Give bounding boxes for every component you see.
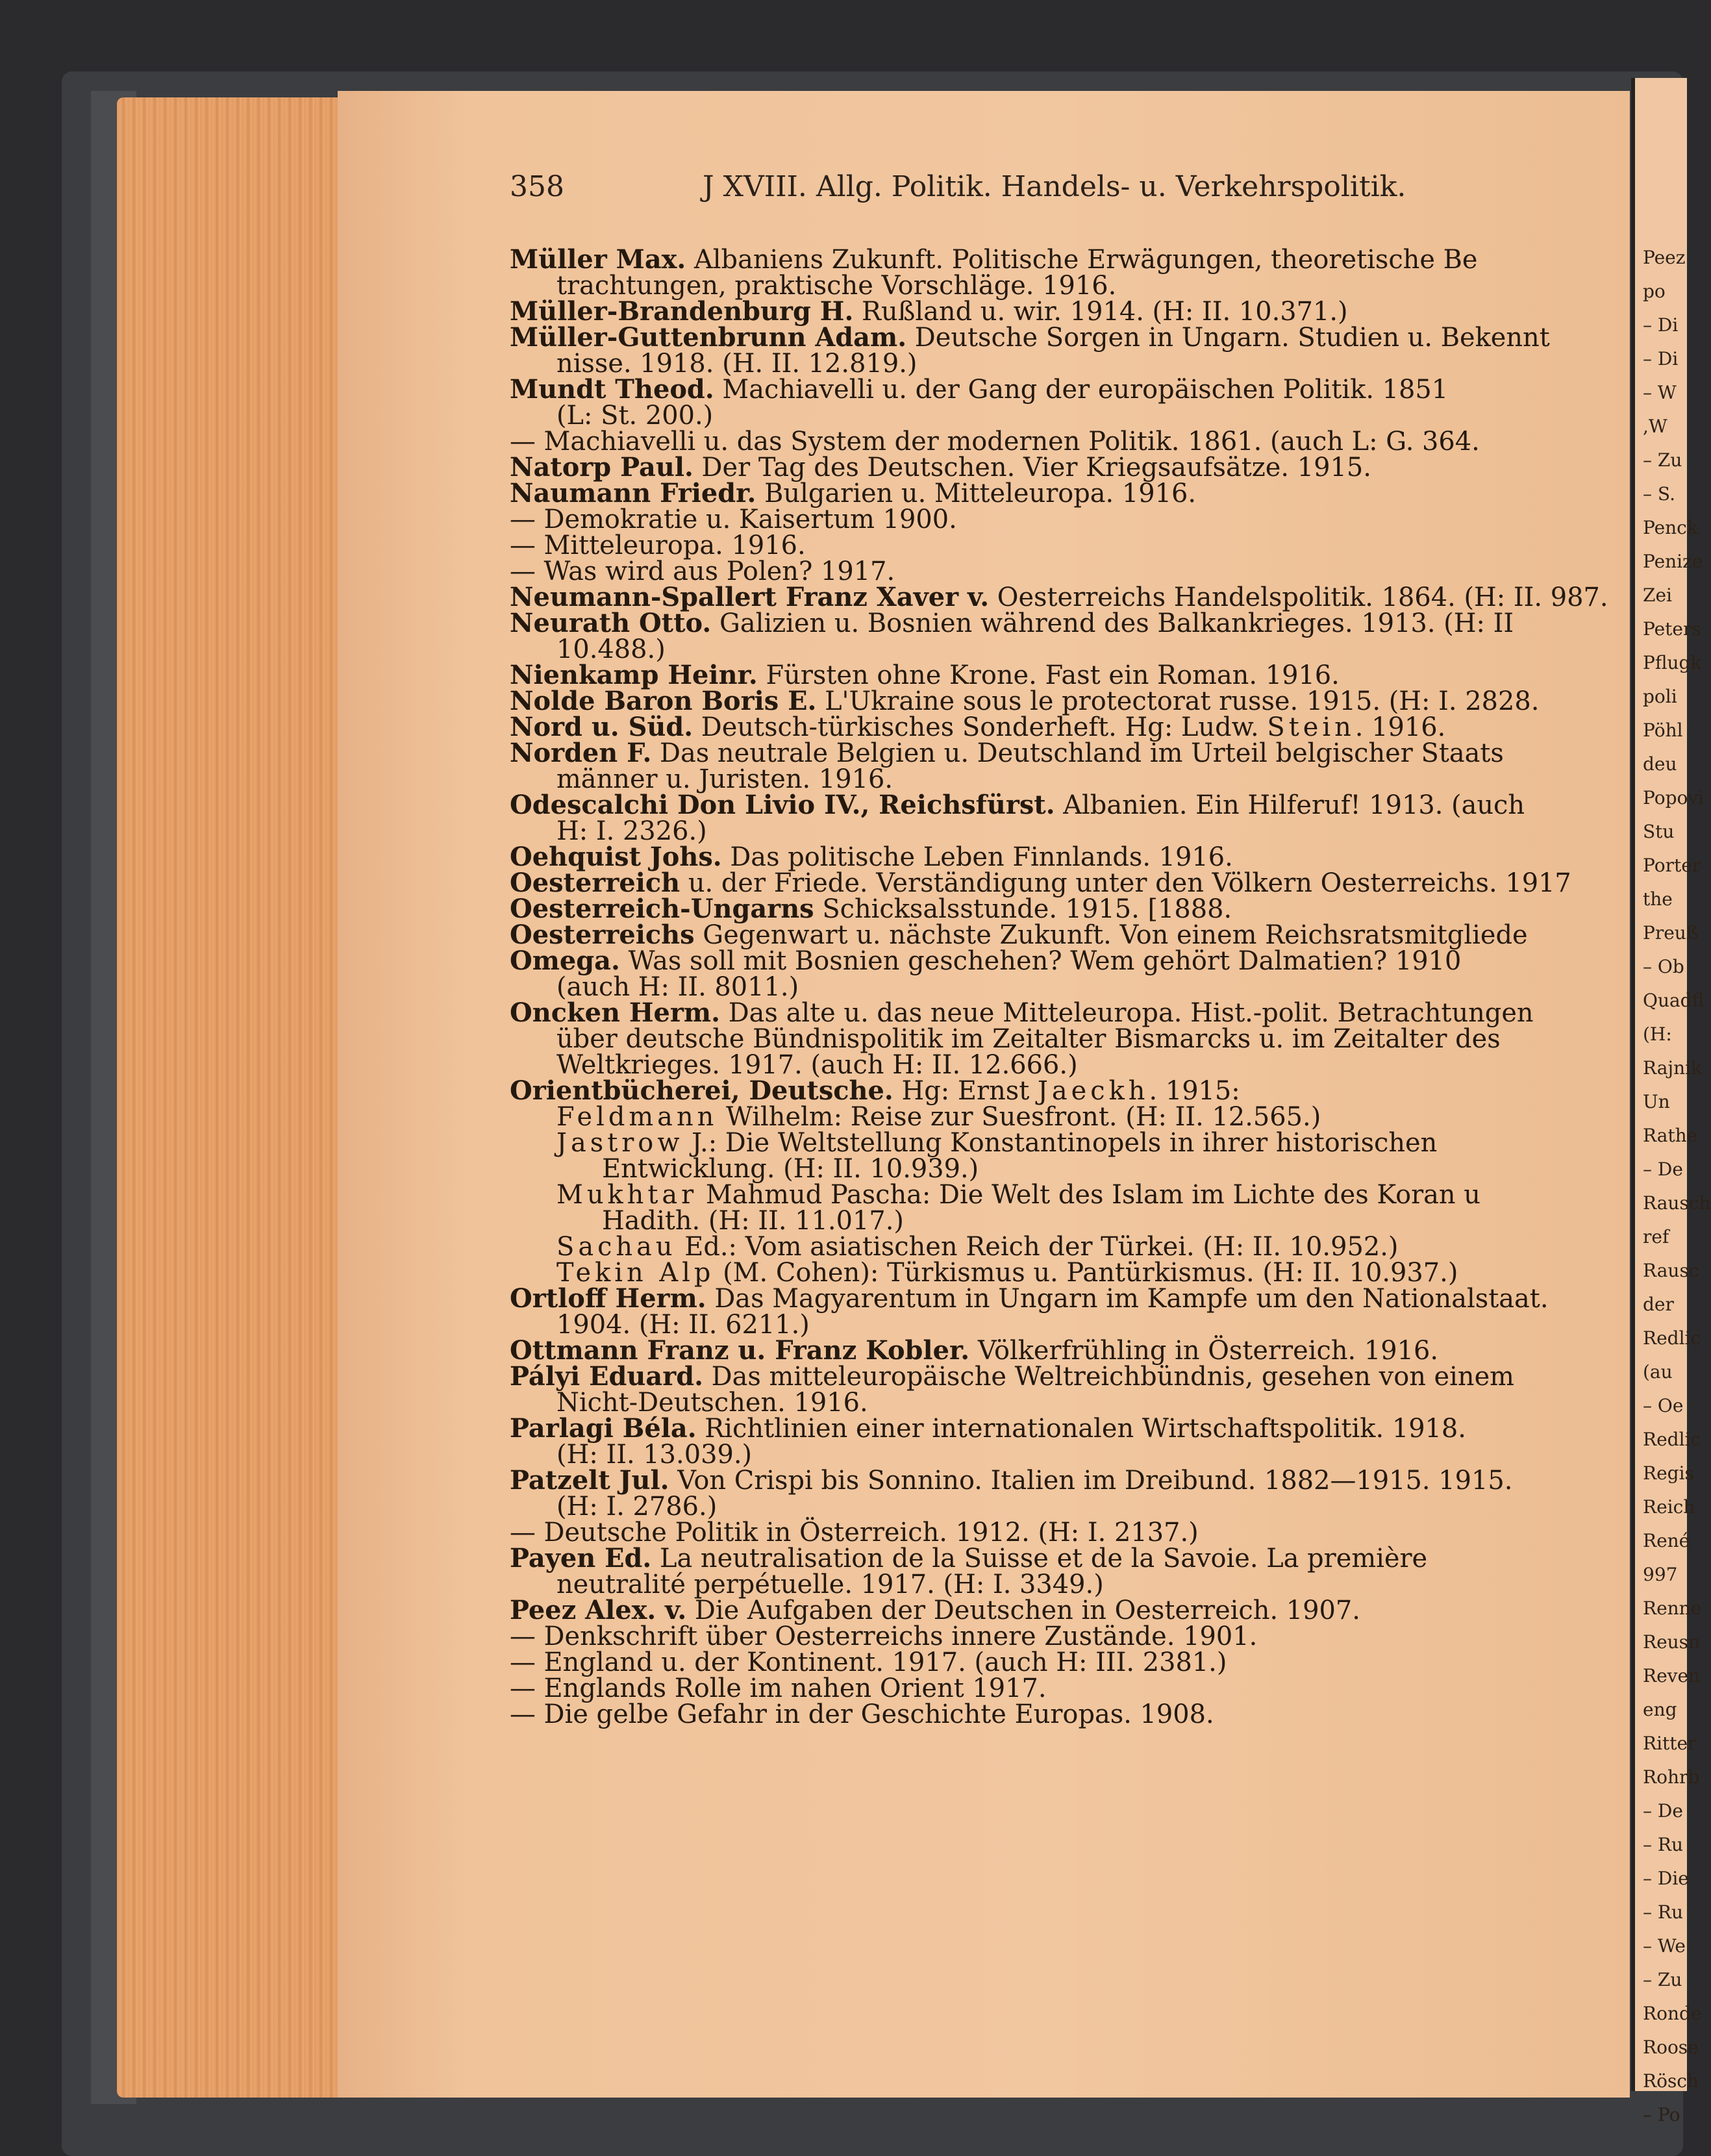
entry-text: 10.488.) [556,634,666,664]
entry-line [510,844,1627,870]
entry-author: Peez Alex. v. [510,1596,687,1625]
entry-text: — Deutsche Politik in Österreich. 1912. (H: I. 2137.) [510,1518,1199,1548]
entry-text: 1904. (H: II. 6211.) [556,1310,810,1340]
entry-author: Omega. [510,946,620,976]
next-page-fragment: Stu [1643,821,1675,842]
entry-author: Müller-Guttenbrunn Adam. [510,323,907,353]
entry-line [510,1312,1627,1338]
entry-text: Das Magyarentum in Ungarn im Kampfe um den Nationalstaat. [706,1284,1549,1314]
next-page-fragment: Popovi [1643,787,1705,808]
entry-line [510,1156,1627,1182]
entry-author: Ortloff Herm. [510,1284,706,1314]
entry-line [510,1390,1627,1416]
next-page-fragment: – Zu [1643,449,1682,471]
entry-text: Nicht-Deutschen. 1916. [556,1388,868,1418]
entry-text: Das neutrale Belgien u. Deutschland im Urteil belgischer Staats [651,738,1504,768]
entry-text: . 1916. [1355,712,1446,742]
entry-text: Bulgarien u. Mitteleuropa. 1916. [756,479,1197,508]
entry-line [510,403,1627,429]
next-page-fragment: ,W [1643,416,1667,437]
entry-text: u. der Friede. Verständigung unter den Völkern Oesterreichs. 1917 [680,868,1571,898]
next-page-fragment: – Ru [1643,1901,1684,1923]
entry-line [510,662,1627,688]
entry-line [510,1130,1627,1156]
entry-text: Die Aufgaben der Deutschen in Oesterreich. 1907. [686,1596,1360,1625]
entry-line [510,636,1627,662]
next-page-fragment: Porter [1643,855,1701,876]
entry-text: H: I. 2326.) [556,816,707,846]
next-page-fragment: Rausc [1643,1260,1699,1281]
entry-line [510,1649,1627,1675]
next-page-fragment: (H: [1643,1023,1672,1045]
next-page-fragment: Peez [1643,247,1686,268]
next-page-fragment: Reusn [1643,1631,1701,1653]
next-page-fragment: Rathe [1643,1125,1698,1146]
entry-text: Hg: Ernst [893,1076,1038,1106]
next-page-fragment: Pflugk [1643,652,1702,673]
entry-text: Das alte u. das neue Mitteleuropa. Hist.-polit. Betrachtungen [720,998,1534,1028]
entry-text: La neutralisation de la Suisse et de la Savoie. La première [651,1544,1428,1573]
entry-line [510,533,1627,558]
entry-text: trachtungen, praktische Vorschläge. 1916. [556,271,1117,301]
next-page-fragment: – De [1643,1800,1683,1822]
entry-text: Das mitteleuropäische Weltreichbündnis, gesehen von einem [703,1362,1514,1392]
next-page-fragment: – Di [1643,314,1679,336]
entry-text: — Machiavelli u. das System der modernen Politik. 1861. (auch L: G. 364. [510,427,1480,457]
next-page-fragment: Peters [1643,618,1701,640]
next-page-fragment: der [1643,1294,1674,1315]
entry-line [510,273,1627,299]
entry-line [510,974,1627,1000]
running-title: J XVIII. Allg. Politik. Handels- u. Verkehrspolitik. [703,170,1406,203]
entry-line [510,740,1627,766]
entry-author: Natorp Paul. [510,453,693,483]
entry-line [510,610,1627,636]
entry-author: Nienkamp Heinr. [510,660,758,690]
next-page-fragment: Redlic [1643,1327,1701,1349]
entry-line [510,1104,1627,1130]
entry-author: Odescalchi Don Livio IV., Reichsfürst. [510,790,1055,820]
entry-line [510,1026,1627,1052]
next-page-fragment: the [1643,888,1673,910]
next-page-fragment: Rausch [1643,1192,1711,1214]
entry-author: Oesterreich [510,868,681,898]
next-page-fragment: Regis [1643,1462,1694,1484]
next-page-fragment: Penize [1643,551,1703,572]
next-page-fragment: Ronde [1643,2003,1702,2024]
entry-author: Oesterreich-Ungarns [510,894,814,924]
entry-line [510,1494,1627,1520]
next-page-fragment: – Oe [1643,1395,1684,1416]
next-page-fragment: Ritter [1643,1733,1697,1754]
next-page-fragment: Rohrb [1643,1766,1700,1788]
entry-author: Oesterreichs [510,920,695,950]
next-page-fragment: – Ru [1643,1834,1684,1855]
entry-author: Müller Max. [510,245,686,275]
entry-text: Entwicklung. (H: II. 10.939.) [602,1154,979,1184]
entry-author: Pályi Eduard. [510,1362,703,1392]
next-page-fragment: ref [1643,1226,1669,1247]
entry-text: — Denkschrift über Oesterreichs innere Zustände. 1901. [510,1622,1258,1651]
entry-text: L'Ukraine sous le protectorat russe. 1915. (H: I. 2828. [816,686,1540,716]
entry-text: Wilhelm: Reise zur Suesfront. (H: II. 12.565.) [718,1102,1321,1132]
entry-line [510,688,1627,714]
entry-line [510,1598,1627,1623]
entry-text: — Demokratie u. Kaisertum 1900. [510,505,957,534]
entry-line [510,818,1627,844]
entry-line [510,247,1627,273]
entry-line [510,558,1627,584]
entry-line [510,1000,1627,1026]
entry-line [510,1416,1627,1442]
next-page-fragment: – De [1643,1159,1683,1180]
entry-text: Völkerfrühling in Österreich. 1916. [969,1336,1439,1366]
entry-text: nisse. 1918. (H. II. 12.819.) [556,349,918,379]
entry-author: Neumann-Spallert Franz Xaver v. [510,583,990,612]
entry-author: Neurath Otto. [510,608,712,638]
entry-text: Fürsten ohne Krone. Fast ein Roman. 1916. [757,660,1340,690]
entry-line [510,896,1627,922]
entry-text: (auch H: II. 8011.) [556,972,799,1002]
entry-author: Orientbücherei, Deutsche. [510,1076,893,1106]
entry-line [510,870,1627,896]
entry-text: Jaeckh [1037,1076,1149,1106]
next-page-fragment: Redlic [1643,1429,1701,1450]
entry-line [510,377,1627,403]
entry-text: Von Crispi bis Sonnino. Italien im Dreibund. 1882—1915. 1915. [669,1466,1513,1496]
entry-text: Galizien u. Bosnien während des Balkankrieges. 1913. (H: II [711,608,1514,638]
entry-text: Mahmud Pascha: Die Welt des Islam im Lichte des Koran u [697,1180,1480,1210]
entry-line [510,1546,1627,1572]
entry-line [510,766,1627,792]
entry-text: . 1915: [1149,1076,1240,1106]
entry-line [510,1442,1627,1468]
entry-text: Stein [1267,712,1355,742]
entry-text: männer u. Juristen. 1916. [556,764,893,794]
entry-text: Was soll mit Bosnien geschehen? Wem gehört Dalmatien? 1910 [619,946,1462,976]
next-page-edge [1631,78,1711,2125]
next-page-fragment: Un [1643,1091,1670,1112]
entry-line [510,1338,1627,1364]
entry-text: — Was wird aus Polen? 1917. [510,557,895,586]
entry-text: über deutsche Bündnispolitik im Zeitalter Bismarcks u. im Zeitalter des [556,1024,1501,1054]
next-page-fragment: Zei [1643,584,1672,606]
entry-text: Tekin Alp [556,1258,715,1288]
entry-text: — Mitteleuropa. 1916. [510,531,806,560]
next-page-fragment: (au [1643,1361,1673,1383]
entry-line [510,1364,1627,1390]
next-page-fragment: René [1643,1530,1690,1551]
entry-text: (L: St. 200.) [556,401,714,431]
entry-line [510,1572,1627,1598]
entry-text: (H: II. 13.039.) [556,1440,753,1470]
entry-text: Ed.: Vom asiatischen Reich der Türkei. (H: II. 10.952.) [676,1232,1399,1262]
next-page-fragment: – We [1643,1935,1686,1957]
entry-author: Ottmann Franz u. Franz Kobler. [510,1336,970,1366]
entry-line [510,429,1627,455]
entry-text: Albanien. Ein Hilferuf! 1913. (auch [1055,790,1525,820]
next-page-fragment: po [1643,281,1666,302]
entry-line [510,948,1627,974]
entry-text: Oesterreichs Handelspolitik. 1864. (H: II. 987. [989,583,1608,612]
entry-line [510,299,1627,325]
entry-text: neutralité perpétuelle. 1917. (H: I. 3349.) [556,1570,1104,1599]
entry-text: Deutsche Sorgen in Ungarn. Studien u. Bekennt [906,323,1550,353]
entry-line [510,1078,1627,1104]
bibliography-entries [510,247,1627,1727]
entry-text: Feldmann [556,1102,718,1132]
next-page-fragment: – Zu [1643,1969,1682,1990]
next-page-fragment: Renne [1643,1598,1702,1619]
entry-text: Hadith. (H: II. 11.017.) [602,1206,904,1236]
entry-line [510,584,1627,610]
entry-author: Payen Ed. [510,1544,652,1573]
entry-line [510,507,1627,533]
next-page-fragment: Roose [1643,2037,1699,2058]
entry-line [510,481,1627,507]
next-page-fragment: – Ob [1643,956,1684,977]
next-page-fragment: Quadfl [1643,990,1705,1011]
entry-author: Naumann Friedr. [510,479,756,508]
entry-author: Parlagi Béla. [510,1414,697,1444]
next-page-fragment: deu [1643,753,1677,775]
entry-author: Nolde Baron Boris E. [510,686,817,716]
next-page-fragment: Rajnik [1643,1057,1703,1079]
entry-author: Patzelt Jul. [510,1466,669,1496]
entry-author: Nord u. Süd. [510,712,693,742]
entry-text: Mukhtar [556,1180,698,1210]
entry-text: Schicksalsstunde. 1915. [1888. [814,894,1232,924]
entry-text: Weltkrieges. 1917. (auch H: II. 12.666.) [556,1050,1078,1080]
entry-text: Jastrow [556,1128,684,1158]
next-page-fragment: – Die [1643,1868,1689,1889]
next-page-fragment: – Di [1643,348,1679,370]
entry-line [510,714,1627,740]
entry-line [510,792,1627,818]
next-page-fragment: – S. [1643,483,1675,505]
entry-line [510,1675,1627,1701]
entry-text: — England u. der Kontinent. 1917. (auch H: III. 2381.) [510,1648,1227,1677]
entry-text: Albaniens Zukunft. Politische Erwägungen, theoretische Be [686,245,1478,275]
entry-line [510,1701,1627,1727]
entry-author: Oehquist Johs. [510,842,722,872]
next-page-fragment: 997 [1643,1564,1678,1585]
entry-line [510,351,1627,377]
entry-text: Machiavelli u. der Gang der europäischen Politik. 1851 [714,375,1449,405]
next-page-fragment: Reich [1643,1496,1695,1518]
entry-author: Müller-Brandenburg H. [510,297,854,327]
entry-text: Der Tag des Deutschen. Vier Kriegsaufsätze. 1915. [693,453,1371,483]
entry-line [510,1260,1627,1286]
next-page-fragment: Pöhl [1643,720,1683,741]
entry-text: Deutsch-türkisches Sonderheft. Hg: Ludw. [693,712,1268,742]
entry-line [510,922,1627,948]
entry-text: (M. Cohen): Türkismus u. Pantürkismus. (H: II. 10.937.) [714,1258,1458,1288]
page-number: 358 [510,170,564,203]
entry-line [510,1182,1627,1208]
entry-text: J.: Die Weltstellung Konstantinopels in ihrer historischen [683,1128,1438,1158]
entry-line [510,455,1627,481]
next-page-fragment: – Po [1643,2104,1680,2125]
next-page-fragment: Preuß [1643,922,1699,944]
entry-author: Mundt Theod. [510,375,714,405]
entry-author: Oncken Herm. [510,998,721,1028]
entry-text: Sachau [556,1232,677,1262]
entry-text: (H: I. 2786.) [556,1492,718,1522]
entry-text: — Die gelbe Gefahr in der Geschichte Europas. 1908. [510,1699,1214,1729]
entry-line [510,1623,1627,1649]
entry-text: Gegenwart u. nächste Zukunft. Von einem Reichsratsmitgliede [694,920,1528,950]
entry-line [510,1520,1627,1546]
next-page-fragment: Reven [1643,1665,1701,1686]
entry-line [510,1234,1627,1260]
next-page-fragment: eng [1643,1699,1677,1720]
entry-text: Richtlinien einer internationalen Wirtschaftspolitik. 1918. [696,1414,1466,1444]
entry-text: — Englands Rolle im nahen Orient 1917. [510,1673,1047,1703]
entry-line [510,1052,1627,1078]
entry-text: Rußland u. wir. 1914. (H: II. 10.371.) [853,297,1348,327]
next-page-fragment: – W [1643,382,1677,403]
next-page-fragment: Rösch [1643,2070,1699,2092]
entry-line [510,1468,1627,1494]
entry-line [510,325,1627,351]
entry-line [510,1208,1627,1234]
next-page-fragment: poli [1643,686,1677,707]
entry-text: Das politische Leben Finnlands. 1916. [721,842,1233,872]
next-page-fragment: Penck [1643,517,1698,538]
entry-line [510,1286,1627,1312]
entry-author: Norden F. [510,738,652,768]
